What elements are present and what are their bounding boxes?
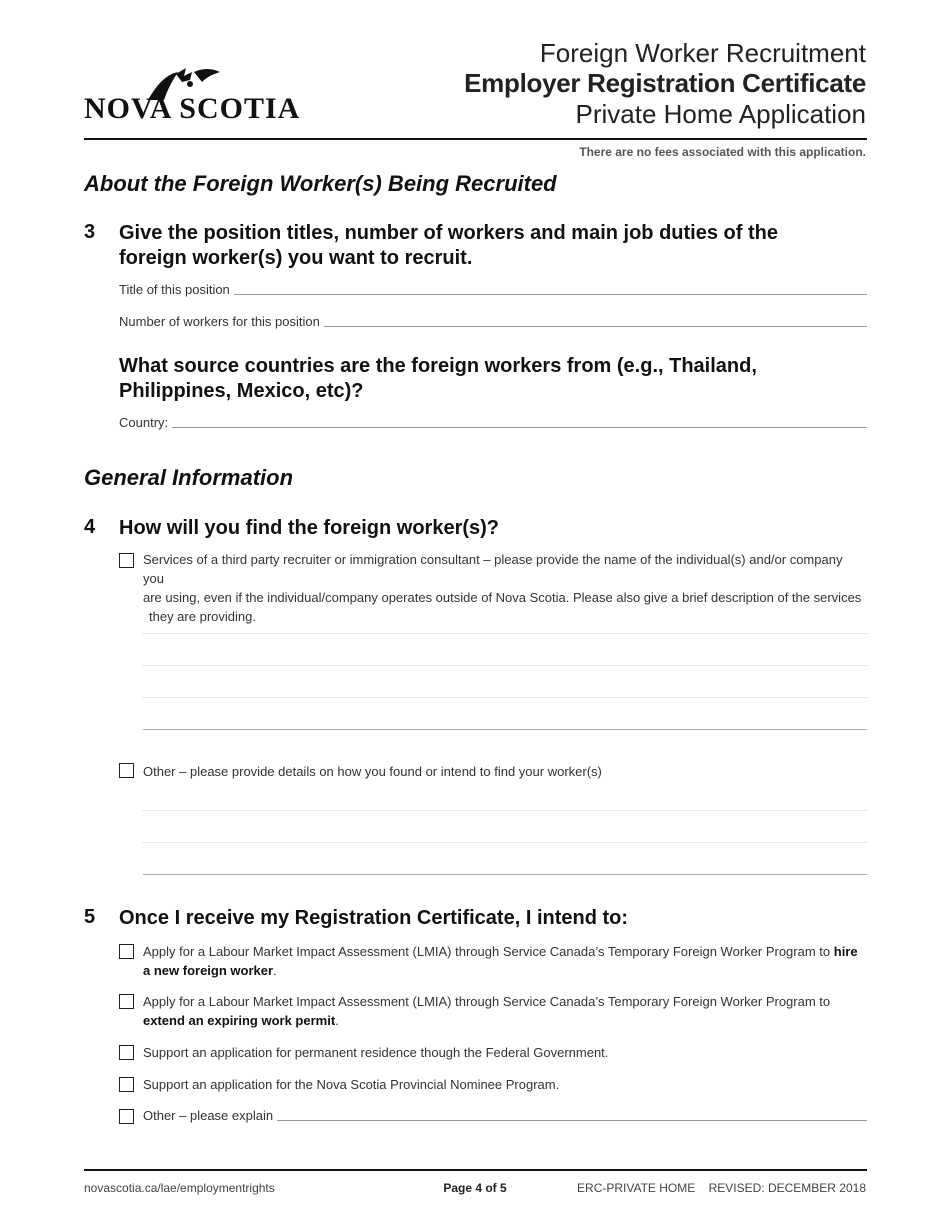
position-title-label: Title of this position [119,282,230,297]
footer-url: novascotia.ca/lae/employmentrights [84,1181,275,1195]
header-program-title: Foreign Worker Recruitment [539,38,866,68]
third-party-recruiter-checkbox[interactable] [119,553,134,568]
lmia-extend-period: . [335,1013,339,1028]
source-countries-question: What source countries are the foreign workers from (e.g., Thailand, Philippines, Mexico, etc)? [119,355,757,402]
lmia-extend-checkbox[interactable] [119,994,134,1009]
footer-divider [84,1169,867,1171]
lmia-extend-emphasis: extend an expiring work permit [143,1013,336,1028]
lmia-hire-option [143,942,867,980]
header-form-subtitle: Private Home Application [575,99,866,129]
header-divider [84,138,867,140]
third-party-writing-line-1[interactable] [143,633,867,634]
country-label: Country: [119,415,169,430]
header-form-title: Employer Registration Certificate [464,68,866,98]
other-intent-label: Other – please explain [143,1108,274,1123]
country-field[interactable] [119,413,867,431]
other-intent-field[interactable] [143,1106,867,1124]
worker-count-field[interactable] [119,312,867,330]
question-number-4: 4 [84,516,96,538]
other-method-writing-line-3[interactable] [143,874,867,875]
lmia-hire-period: . [273,963,277,978]
permanent-residence-checkbox[interactable] [119,1045,134,1060]
third-party-text-line-3: they are providing. [149,609,256,624]
other-method-checkbox[interactable] [119,763,134,778]
worker-count-label: Number of workers for this position [119,314,320,329]
section-title-general-information: General Information [84,465,294,490]
provincial-nominee-checkbox[interactable] [119,1077,134,1092]
lmia-hire-text: Apply for a Labour Market Impact Assessment (LMIA) through Service Canada’s Temporary Foreign Worker Program to [143,944,834,959]
lmia-extend-text: Apply for a Labour Market Impact Assessment (LMIA) through Service Canada’s Temporary Foreign Worker Program to [143,994,831,1009]
permanent-residence-option: Support an application for permanent residence though the Federal Government. [143,1045,609,1060]
other-method-writing-line-2[interactable] [143,842,867,843]
other-intent-checkbox[interactable] [119,1109,134,1124]
page-number: Page 4 of 5 [443,1181,507,1195]
position-title-input-line[interactable] [234,294,867,295]
other-method-writing-line-1[interactable] [143,810,867,811]
other-intent-input-line[interactable] [277,1120,867,1121]
third-party-writing-line-4[interactable] [143,729,867,730]
third-party-writing-line-3[interactable] [143,697,867,698]
section-title-foreign-workers: About the Foreign Worker(s) Being Recruited [84,171,557,196]
provincial-nominee-option: Support an application for the Nova Scotia Provincial Nominee Program. [143,1077,560,1092]
lmia-hire-checkbox[interactable] [119,944,134,959]
form-revision-code: ERC-PRIVATE HOME REVISED: DECEMBER 2018 [577,1181,866,1195]
position-title-field[interactable] [119,280,867,298]
question-3-text: Give the position titles, number of workers and main job duties of the foreign worker(s) you want to recruit. [119,222,778,269]
no-fees-note: There are no fees associated with this application. [579,145,866,159]
third-party-text-line-1: Services of a third party recruiter or immigration consultant – please provide the name of the individual(s) and/or company you [143,552,843,586]
question-4-text: How will you find the foreign worker(s)? [119,517,500,539]
question-5-text: Once I receive my Registration Certificate, I intend to: [119,907,629,929]
question-number-3: 3 [84,221,96,243]
question-number-5: 5 [84,906,96,928]
other-method-option: Other – please provide details on how you found or intend to find your worker(s) [143,764,602,779]
nova-scotia-logo: NOVA SCOTIA [84,92,301,125]
third-party-recruiter-option [143,550,867,626]
country-input-line[interactable] [172,427,867,428]
lmia-extend-option [143,992,867,1030]
worker-count-input-line[interactable] [324,326,867,327]
third-party-writing-line-2[interactable] [143,665,867,666]
lmia-hire-emphasis: hire a new foreign worker [143,944,858,978]
third-party-text-line-2: are using, even if the individual/company operates outside of Nova Scotia. Please also give a brief description of the services [143,590,862,605]
